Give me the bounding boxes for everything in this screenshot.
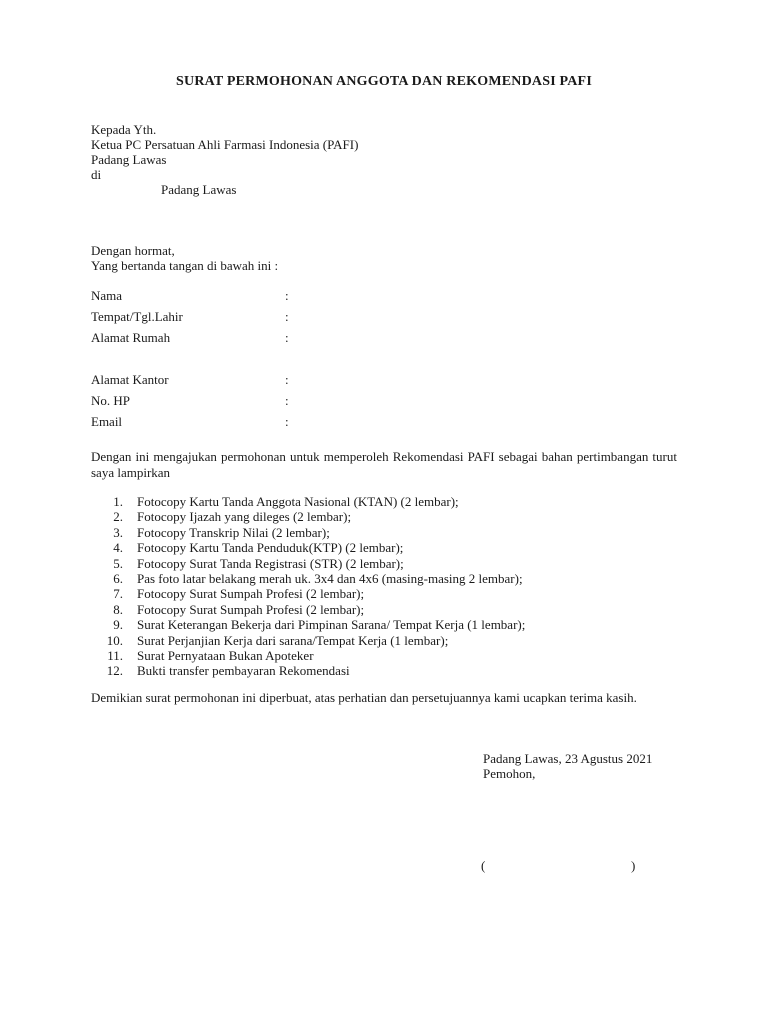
recipient-line-city: Padang Lawas xyxy=(91,152,167,167)
salutation: Dengan hormat, xyxy=(91,243,175,258)
field-label-alamat-rumah: Alamat Rumah xyxy=(91,330,171,345)
list-item-number: 11. xyxy=(107,647,123,663)
recipient-line-di: di xyxy=(91,167,102,182)
list-item-number: 9. xyxy=(113,617,123,633)
list-item-number: 7. xyxy=(113,586,123,602)
closing-paragraph: Demikian surat permohonan ini diperbuat, atas perhatian dan persetujuannya kami ucapkan terima kasih. xyxy=(91,690,637,705)
list-item-text: Surat Pernyataan Bukan Apoteker xyxy=(137,647,314,663)
list-item-number: 12. xyxy=(106,663,123,679)
signature-close-paren: ) xyxy=(631,858,636,873)
list-item-text: Fotocopy Surat Sumpah Profesi (2 lembar); xyxy=(137,601,365,617)
list-item-text: Pas foto latar belakang merah uk. 3x4 dan 4x6 (masing-masing 2 lembar); xyxy=(137,570,523,586)
list-item-text: Bukti transfer pembayaran Rekomendasi xyxy=(137,663,350,679)
list-item-number: 8. xyxy=(113,601,123,617)
field-alamat-kantor xyxy=(91,372,311,387)
list-item-number: 2. xyxy=(113,509,123,525)
field-label-nama: Nama xyxy=(91,288,123,303)
list-item-text: Fotocopy Kartu Tanda Anggota Nasional (KTAN) (2 lembar); xyxy=(137,494,459,509)
field-label-no-hp: No. HP xyxy=(91,393,131,408)
request-paragraph: Dengan ini mengajukan permohonan untuk memperoleh Rekomendasi PAFI sebagai bahan pertimbangan turut saya lampirkan xyxy=(91,449,677,480)
field-nama xyxy=(91,288,311,303)
document-title: SURAT PERMOHONAN ANGGOTA DAN REKOMENDASI PAFI xyxy=(176,74,592,89)
list-item-text: Fotocopy Kartu Tanda Penduduk(KTP) (2 lembar); xyxy=(137,540,404,556)
field-colon: : xyxy=(285,414,289,429)
field-colon: : xyxy=(285,330,289,345)
list-item-text: Surat Perjanjian Kerja dari sarana/Tempat Kerja (1 lembar); xyxy=(137,632,449,648)
list-item-number: 4. xyxy=(113,540,123,556)
field-alamat-rumah xyxy=(91,330,311,345)
intro-line: Yang bertanda tangan di bawah ini : xyxy=(91,258,279,273)
list-item-text: Fotocopy Ijazah yang dileges (2 lembar); xyxy=(137,509,352,525)
list-item-number: 3. xyxy=(113,524,123,540)
list-item-text: Fotocopy Surat Sumpah Profesi (2 lembar); xyxy=(137,586,365,602)
field-label-alamat-kantor: Alamat Kantor xyxy=(91,372,169,387)
recipient-line-kepada: Kepada Yth. xyxy=(91,122,157,137)
list-item-text: Surat Keterangan Bekerja dari Pimpinan Sarana/ Tempat Kerja (1 lembar); xyxy=(137,617,526,633)
field-colon: : xyxy=(285,288,289,303)
list-item-text: Fotocopy Transkrip Nilai (2 lembar); xyxy=(137,524,330,540)
recipient-line-ketua: Ketua PC Persatuan Ahli Farmasi Indonesia (PAFI) xyxy=(91,137,359,152)
signature-place-date: Padang Lawas, 23 Agustus 2021 xyxy=(483,751,653,766)
signature-role: Pemohon, xyxy=(483,766,536,781)
list-item-number: 10. xyxy=(106,632,123,648)
signature-open-paren: ( xyxy=(481,858,486,873)
field-label-email: Email xyxy=(91,414,123,429)
field-label-ttl: Tempat/Tgl.Lahir xyxy=(91,309,183,324)
field-email xyxy=(91,414,311,429)
list-item-number: 5. xyxy=(113,555,123,571)
field-colon: : xyxy=(285,309,289,324)
field-colon: : xyxy=(285,372,289,387)
field-ttl xyxy=(91,309,311,324)
list-item-number: 1. xyxy=(113,494,123,509)
recipient-line-location: Padang Lawas xyxy=(161,182,237,197)
list-item-text: Fotocopy Surat Tanda Registrasi (STR) (2 lembar); xyxy=(137,555,404,571)
list-item-number: 6. xyxy=(113,570,123,586)
field-no-hp xyxy=(91,393,311,408)
field-colon: : xyxy=(285,393,289,408)
